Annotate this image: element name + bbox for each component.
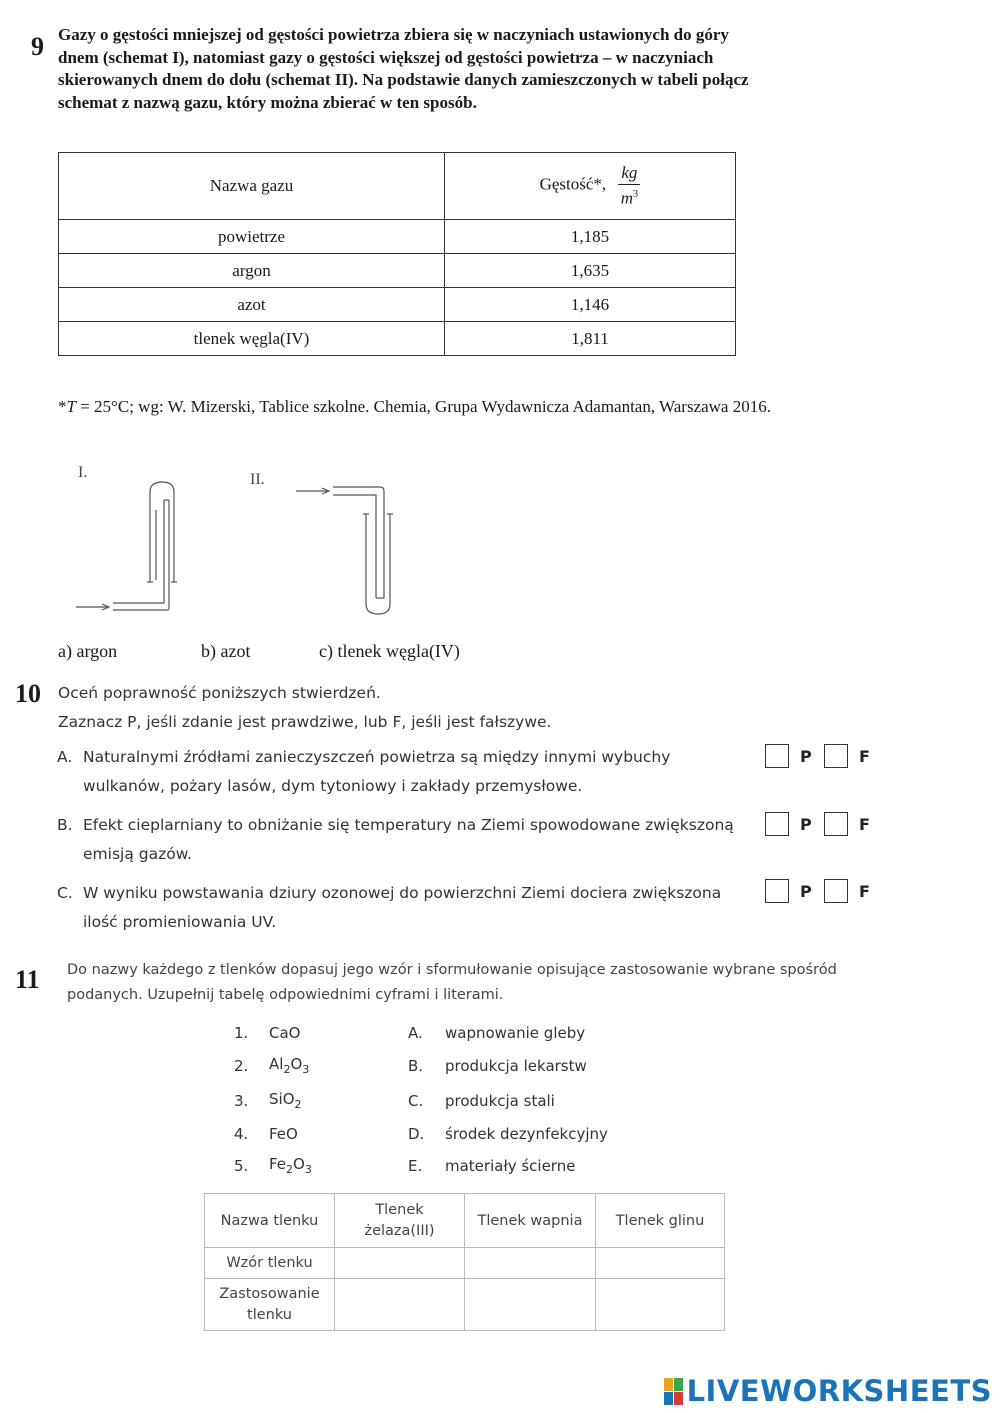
task-11-number: 11 — [15, 965, 40, 994]
oxide-table-header-row — [205, 1194, 725, 1248]
statement-b-true-label: P — [800, 815, 812, 834]
gas-density-cell: 1,635 — [445, 254, 736, 288]
statement-text: Naturalnymi źródłami zanieczyszczeń powietrza są między innymi wybuchy wulkanów, pożary lasów, dym tytoniowy i zakłady przemysłowe. — [83, 748, 671, 795]
use-text: produkcja stali — [445, 1092, 555, 1110]
task-10-intro-line-2: Zaznacz P, jeśli zdanie jest prawdziwe, lub F, jeśli jest fałszywe. — [58, 713, 552, 731]
liveworksheets-logo-icon — [664, 1378, 683, 1405]
gas-name-cell: azot — [59, 288, 445, 322]
statement-text: Efekt cieplarniany to obniżanie się temperatury na Ziemi spowodowane zwiększoną emisją gazów. — [83, 816, 734, 863]
use-text: środek dezynfekcyjny — [445, 1125, 608, 1143]
oxide-use-row-label: Zastosowanie tlenku — [205, 1279, 335, 1331]
statement-b-false-checkbox[interactable] — [824, 812, 848, 836]
delivery-tube-1 — [113, 500, 169, 610]
schema-1-label: I. — [78, 464, 88, 481]
liveworksheets-logo-text: LIVEWORKSHEETS — [686, 1374, 992, 1408]
gas-name-cell: tlenek węgla(IV) — [59, 322, 445, 356]
gas-row — [59, 288, 736, 322]
inverted-test-tube — [150, 482, 174, 582]
gas-density-cell: 1,811 — [445, 322, 736, 356]
statement-c — [57, 879, 757, 939]
formula-text: $Al_2O_3$ — [269, 1055, 310, 1076]
statement-letter: B. — [57, 816, 73, 834]
formula-item: 4. — [234, 1125, 249, 1143]
density-header-label: Gęstość*, — [539, 174, 607, 194]
gas-name-header: Nazwa gazu — [59, 153, 445, 220]
statement-letter: C. — [57, 884, 73, 902]
statement-c-true-label: P — [800, 882, 812, 901]
task-10-intro — [58, 679, 551, 737]
gas-row — [59, 322, 736, 356]
gas-density-cell: 1,185 — [445, 220, 736, 254]
gas-name-cell: argon — [59, 254, 445, 288]
gas-name-cell: powietrze — [59, 220, 445, 254]
use-letter: A. — [408, 1024, 423, 1042]
statement-c-true-checkbox[interactable] — [765, 879, 789, 903]
use-letter: B. — [408, 1057, 424, 1075]
oxide-formula-input-cell[interactable] — [335, 1248, 465, 1279]
statement-b-false-label: F — [859, 815, 870, 834]
task-9-number: 9 — [31, 32, 44, 61]
statement-b — [57, 811, 757, 871]
formula-item: 3. — [234, 1092, 249, 1110]
formula-text: CaO — [269, 1024, 301, 1042]
statement-b-true-checkbox[interactable] — [765, 812, 789, 836]
table-footnote: *T = 25°C; wg: W. Mizerski, Tablice szkolne. Chemia, Grupa Wydawnicza Adamantan, Warszawa 2016. — [58, 397, 771, 416]
oxide-use-row — [205, 1279, 725, 1331]
formula-item: 5. — [234, 1157, 249, 1175]
schema-1-diagram — [70, 470, 190, 620]
formula-item: 1. — [234, 1024, 249, 1042]
oxide-formula-row — [205, 1248, 725, 1279]
statement-a — [57, 743, 757, 803]
statement-text: W wyniku powstawania dziury ozonowej do powierzchni Ziemi dociera zwiększona ilość promieniowania UV. — [83, 884, 722, 931]
formula-text: $Fe_2O_3$ — [269, 1155, 312, 1176]
statement-a-true-checkbox[interactable] — [765, 744, 789, 768]
statement-c-false-checkbox[interactable] — [824, 879, 848, 903]
task-9-text: Gazy o gęstości mniejszej od gęstości powietrza zbiera się w naczyniach ustawionych do góry dnem (schemat I), natomiast gazy o gęstości większej od gęstości powietrza – w naczyniach skierowanych dnem do dołu (schemat II). Na podstawie danych zamieszczonych w tabeli połącz schemat z nazwą gazu, który można zbierać w ten sposób. — [58, 25, 749, 112]
oxide-formula-input-cell[interactable] — [596, 1248, 725, 1279]
task-10-number: 10 — [15, 679, 41, 708]
oxide-formula-row-label: Wzór tlenku — [205, 1248, 335, 1279]
task-11-intro: Do nazwy każdego z tlenków dopasuj jego wzór i sformułowanie opisujące zastosowanie wybrane spośród podanych. Uzupełnij tabelę odpowiednimi cyframi i literami. — [67, 962, 837, 1003]
statement-c-false-label: F — [859, 882, 870, 901]
density-unit-denominator: $m^3$ — [620, 188, 639, 208]
density-unit — [618, 163, 640, 209]
oxide-use-input-cell[interactable] — [465, 1279, 596, 1331]
statement-letter: A. — [57, 748, 73, 766]
oxide-header-calcium-oxide: Tlenek wapnia — [465, 1194, 596, 1248]
schema-2-label: II. — [250, 471, 265, 488]
use-text: produkcja lekarstw — [445, 1057, 587, 1075]
answer-option-b[interactable]: b) azot — [201, 641, 251, 661]
oxide-header-name: Nazwa tlenku — [205, 1194, 335, 1248]
use-letter: C. — [408, 1092, 424, 1110]
gas-table-header-row — [59, 153, 736, 220]
answer-option-a[interactable]: a) argon — [58, 641, 118, 661]
statement-a-false-checkbox[interactable] — [824, 744, 848, 768]
schema-2-diagram — [290, 478, 410, 623]
use-letter: D. — [408, 1125, 425, 1143]
oxide-header-aluminium-oxide: Tlenek glinu — [596, 1194, 725, 1248]
use-text: wapnowanie gleby — [445, 1024, 586, 1042]
upright-test-tube — [366, 514, 390, 614]
use-letter: E. — [408, 1157, 423, 1175]
oxide-formula-input-cell[interactable] — [465, 1248, 596, 1279]
oxide-use-input-cell[interactable] — [335, 1279, 465, 1331]
task-10-intro-line-1: Oceń poprawność poniższych stwierdzeń. — [58, 684, 381, 702]
delivery-tube-2 — [333, 487, 384, 598]
gas-density-cell: 1,146 — [445, 288, 736, 322]
oxide-use-input-cell[interactable] — [596, 1279, 725, 1331]
oxide-answer-table — [204, 1193, 725, 1331]
density-header — [445, 153, 736, 220]
gas-row — [59, 220, 736, 254]
oxide-header-iron-oxide: Tlenek żelaza(III) — [335, 1194, 465, 1248]
gas-row — [59, 254, 736, 288]
gas-density-table — [58, 152, 736, 356]
formula-text: FeO — [269, 1125, 298, 1143]
statement-a-true-label: P — [800, 747, 812, 766]
formula-item: 2. — [234, 1057, 249, 1075]
answer-option-c[interactable]: c) tlenek węgla(IV) — [319, 641, 460, 661]
density-unit-numerator: kg — [618, 163, 640, 185]
liveworksheets-logo — [664, 1374, 992, 1408]
statement-a-false-label: F — [859, 747, 870, 766]
use-text: materiały ścierne — [445, 1157, 576, 1175]
formula-text: SiO$_2$ — [269, 1090, 302, 1111]
